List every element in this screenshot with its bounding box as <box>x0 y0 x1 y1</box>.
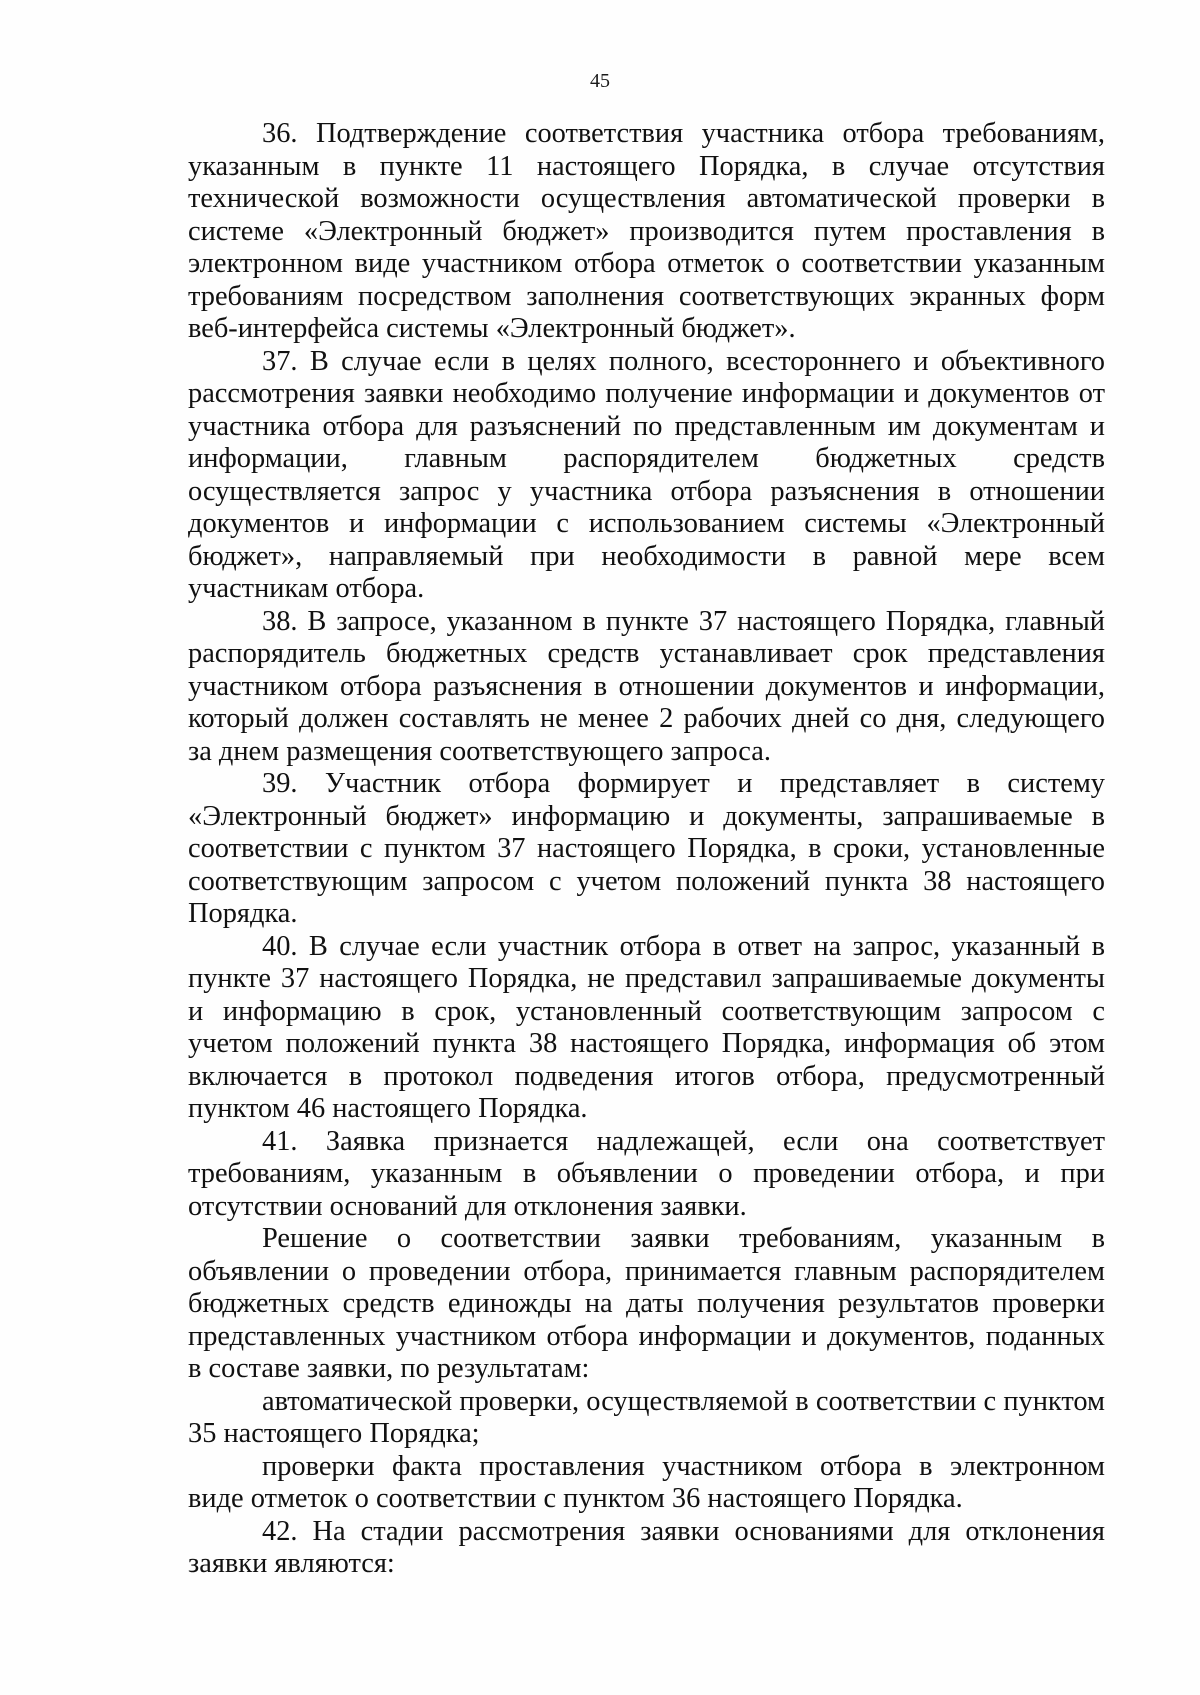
document-body <box>188 118 1105 1581</box>
paragraph-41-item-marks-check: проверки факта проставления участником отбора в электронном виде отметок о соответствии с пунктом 36 настоящего Порядка. <box>188 1450 1105 1514</box>
paragraph-41: 41. Заявка признается надлежащей, если она соответствует требованиям, указанным в объявлении о проведении отбора, и при отсутствии оснований для отклонения заявки. <box>188 1125 1105 1222</box>
paragraph-36: 36. Подтверждение соответствия участника отбора требованиям, указанным в пункте 11 настоящего Порядка, в случае отсутствия технической возможности осуществления автоматической проверки в системе «Электронный бюджет» производится путем проставления в электронном виде участником отбора отметок о соответствии указанным требованиям посредством заполнения соответствующих экранных форм веб-интерфейса системы «Электронный бюджет». <box>188 118 1105 344</box>
paragraph-37: 37. В случае если в целях полного, всестороннего и объективного рассмотрения заявки необходимо получение информации и документов от участника отбора для разъяснений по представленным им документам и информации, главным распорядителем бюджетных средств осуществляется запрос у участника отбора разъяснения в отношении документов и информации с использованием системы «Электронный бюджет», направляемый при необходимости в равной мере всем участникам отбора. <box>188 345 1105 604</box>
paragraph-40: 40. В случае если участник отбора в ответ на запрос, указанный в пункте 37 настоящего Порядка, не представил запрашиваемые документы и информацию в срок, установленный соответствующим запросом с учетом положений пункта 38 настоящего Порядка, информация об этом включается в протокол подведения итогов отбора, предусмотренный пунктом 46 настоящего Порядка. <box>188 930 1105 1124</box>
paragraph-41-item-automatic-check: автоматической проверки, осуществляемой в соответствии с пунктом 35 настоящего Порядка; <box>188 1385 1105 1449</box>
paragraph-41-decision: Решение о соответствии заявки требованиям, указанным в объявлении о проведении отбора, принимается главным распорядителем бюджетных средств единожды на даты получения результатов проверки представленных участником отбора информации и документов, поданных в составе заявки, по результатам: <box>188 1223 1105 1384</box>
page-number: 45 <box>590 70 610 92</box>
paragraph-38: 38. В запросе, указанном в пункте 37 настоящего Порядка, главный распорядитель бюджетных средств устанавливает срок представления участником отбора разъяснения в отношении документов и информации, который должен составлять не менее 2 рабочих дней со дня, следующего за днем размещения соответствующего запроса. <box>188 605 1105 767</box>
paragraph-42: 42. На стадии рассмотрения заявки основаниями для отклонения заявки являются: <box>188 1515 1105 1579</box>
paragraph-39: 39. Участник отбора формирует и представляет в систему «Электронный бюджет» информацию и документы, запрашиваемые в соответствии с пунктом 37 настоящего Порядка, в сроки, установленные соответствующим запросом с учетом положений пункта 38 настоящего Порядка. <box>188 768 1105 929</box>
